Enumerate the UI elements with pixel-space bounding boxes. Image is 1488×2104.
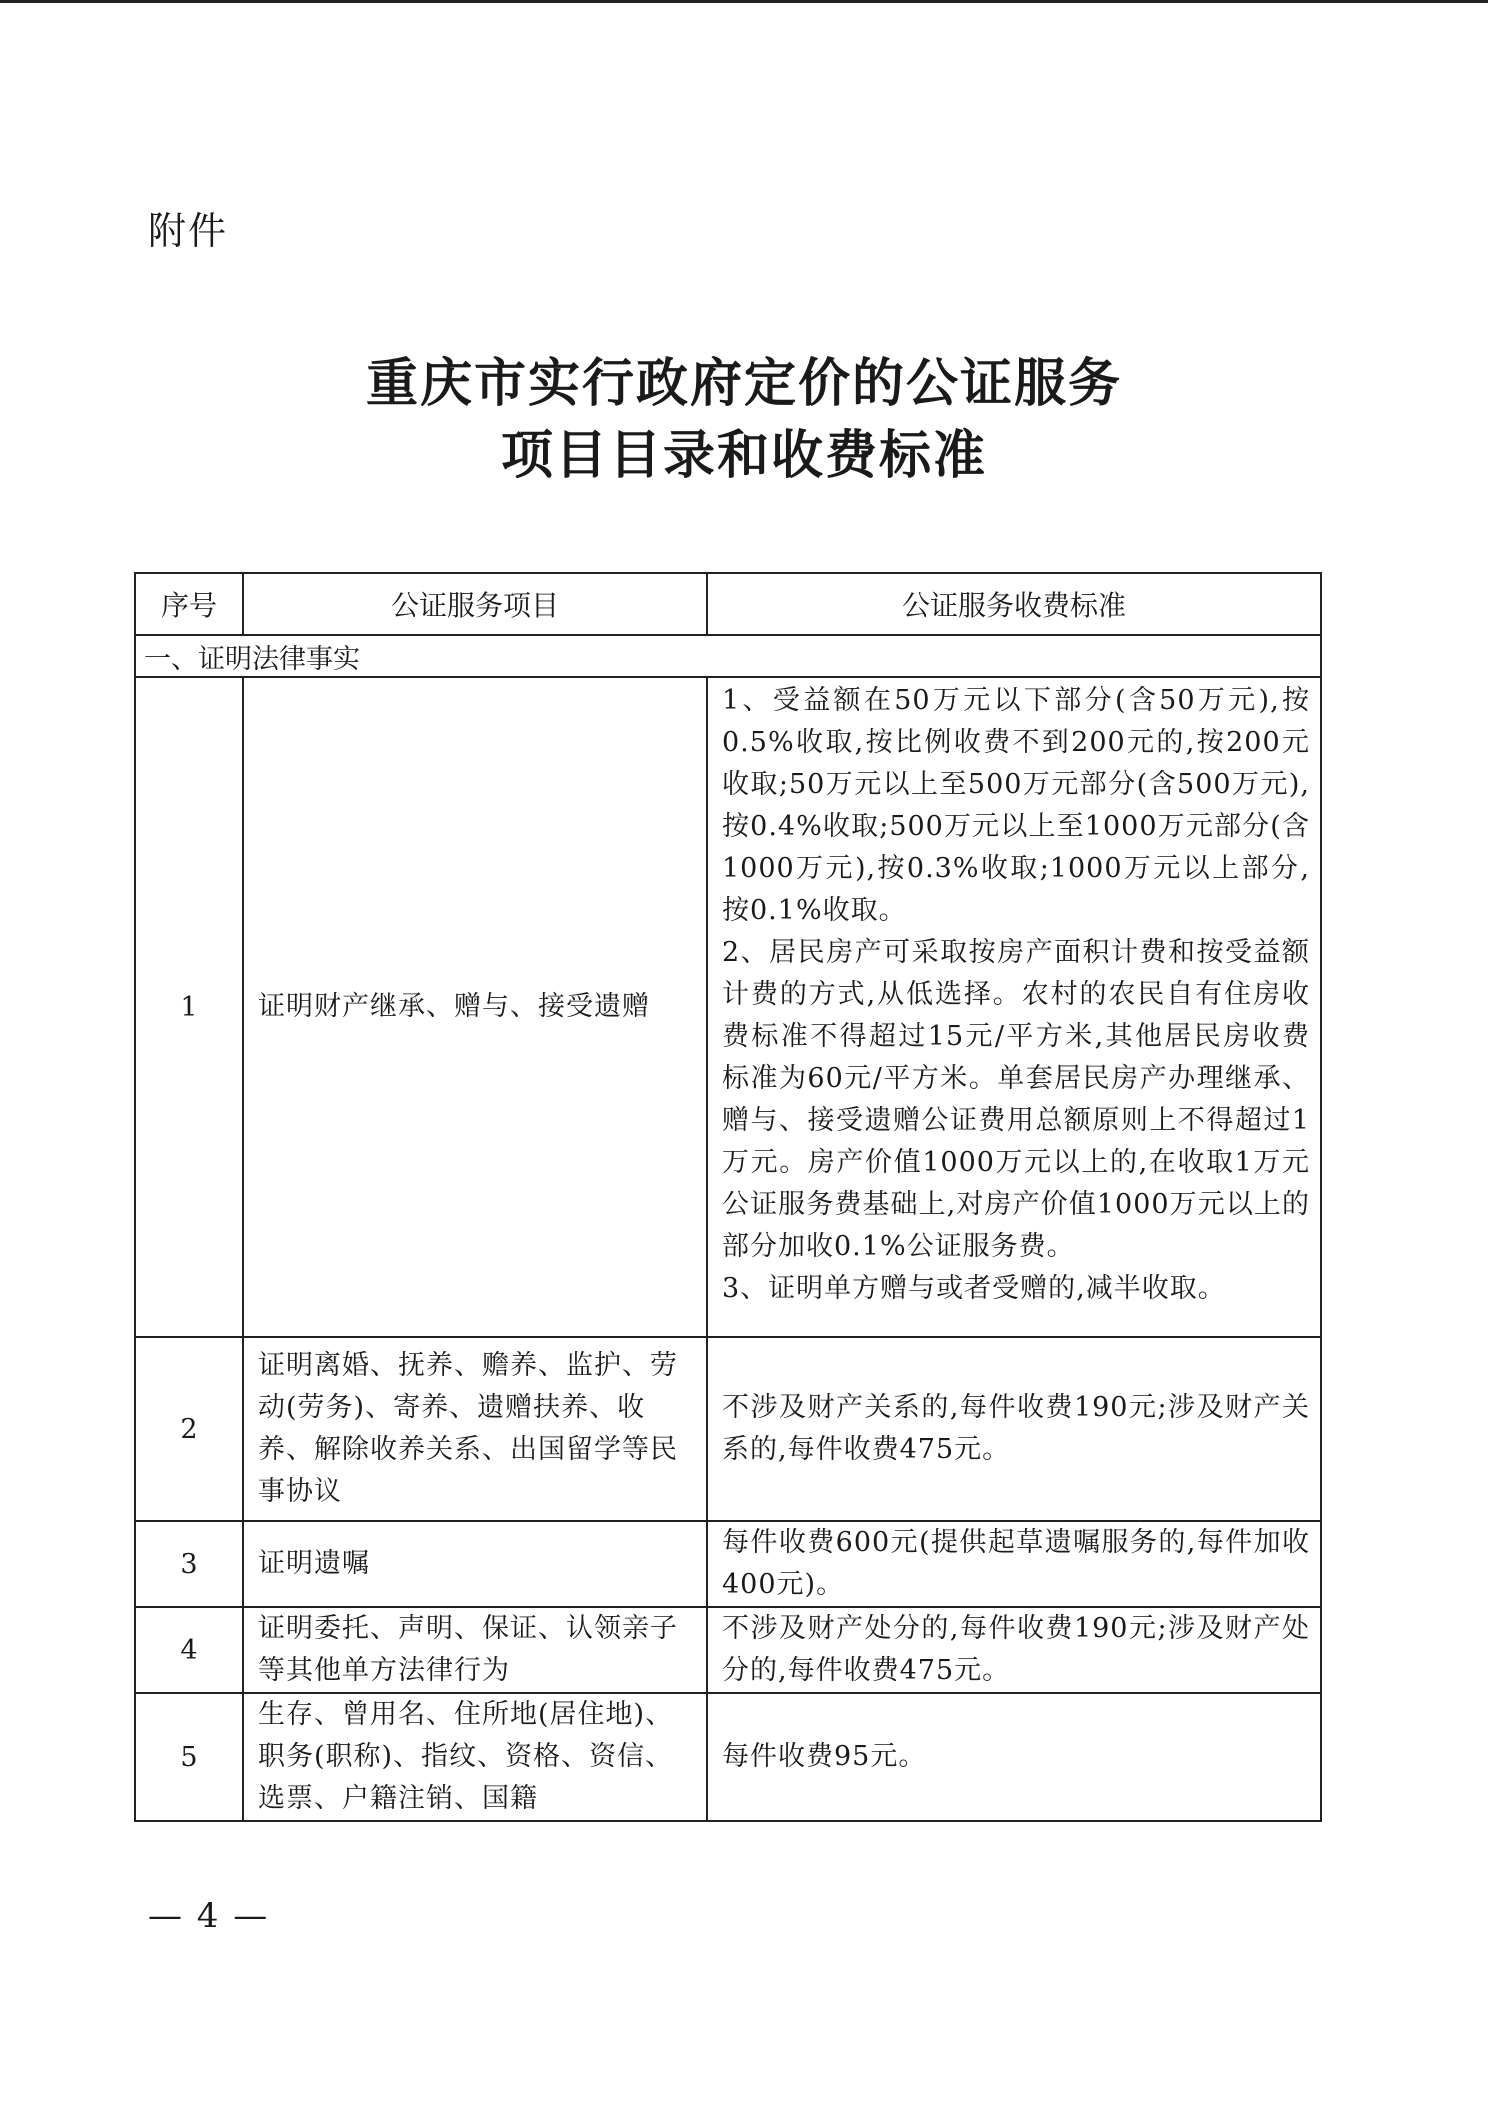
- fee-paragraph: 3、证明单方赠与或者受赠的,减半收取。: [722, 1273, 1226, 1304]
- header-fee: 公证服务收费标准: [707, 573, 1321, 635]
- title-line-2: 项目目录和收费标准: [500, 426, 987, 486]
- table-row: [135, 1607, 1321, 1693]
- section-row: [135, 635, 1321, 677]
- table-row: [135, 677, 1321, 1337]
- row-number: 5: [135, 1693, 243, 1821]
- row-number: 4: [135, 1607, 243, 1693]
- table-row: [135, 1337, 1321, 1521]
- fee-standard: 每件收费600元(提供起草遗嘱服务的,每件加收400元)。: [707, 1521, 1321, 1607]
- service-item: 证明财产继承、赠与、接受遗赠: [243, 677, 707, 1337]
- header-item: 公证服务项目: [243, 573, 707, 635]
- table-row: [135, 1521, 1321, 1607]
- document-title: [0, 348, 1488, 492]
- attachment-label: 附件: [148, 209, 229, 253]
- table-row: [135, 1693, 1321, 1821]
- fee-standard: 不涉及财产关系的,每件收费190元;涉及财产关系的,每件收费475元。: [707, 1337, 1321, 1521]
- section-title: 一、证明法律事实: [135, 635, 1321, 677]
- table-header-row: [135, 573, 1321, 635]
- row-number: 3: [135, 1521, 243, 1607]
- header-no: 序号: [135, 573, 243, 635]
- row-number: 2: [135, 1337, 243, 1521]
- row-number: 1: [135, 677, 243, 1337]
- service-item: 证明离婚、抚养、赡养、监护、劳动(劳务)、寄养、遗赠扶养、收养、解除收养关系、出国留学等民事协议: [243, 1337, 707, 1521]
- fee-standard: 每件收费95元。: [707, 1693, 1321, 1821]
- title-line-1: 重庆市实行政府定价的公证服务: [365, 354, 1122, 414]
- fee-standard: 不涉及财产处分的,每件收费190元;涉及财产处分的,每件收费475元。: [707, 1607, 1321, 1693]
- service-item: 证明委托、声明、保证、认领亲子等其他单方法律行为: [243, 1607, 707, 1693]
- fee-standard: [707, 677, 1321, 1337]
- service-item: 生存、曾用名、住所地(居住地)、职务(职称)、指纹、资格、资信、选票、户籍注销、国籍: [243, 1693, 707, 1821]
- service-item: 证明遗嘱: [243, 1521, 707, 1607]
- page-number: — 4 —: [148, 1896, 270, 1936]
- fee-paragraph: 2、居民房产可采取按房产面积计费和按受益额计费的方式,从低选择。农村的农民自有住房收费标准不得超过15元/平方米,其他居民房收费标准为60元/平方米。单套居民房产办理继承、赠与、接受遗赠公证费用总额原则上不得超过1万元。房产价值1000万元以上的,在收取1万元公证服务费基础上,对房产价值1000万元以上的部分加收0.1%公证服务费。: [722, 937, 1310, 1262]
- fee-table: [134, 572, 1322, 1822]
- page-top-border: [0, 0, 1488, 3]
- fee-paragraph: 1、受益额在50万元以下部分(含50万元),按0.5%收取,按比例收费不到200元的,按200元收取;50万元以上至500万元部分(含500万元),按0.4%收取;500万元以上至1000万元部分(含1000万元),按0.3%收取;1000万元以上部分,按0.1%收取。: [722, 685, 1310, 926]
